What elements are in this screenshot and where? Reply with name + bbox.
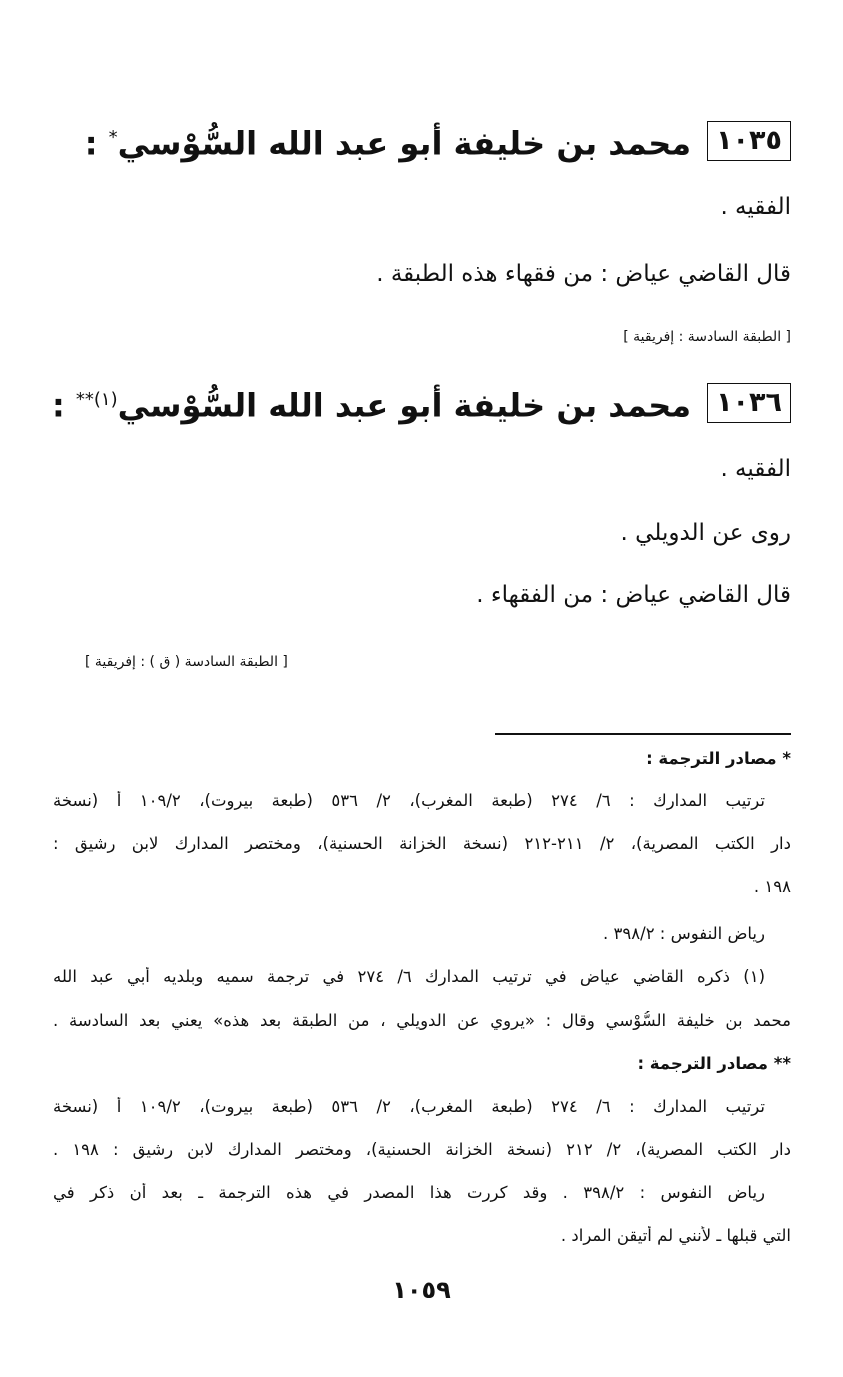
tabaqa-label: [ الطبقة السادسة : إفريقية ] <box>623 329 791 345</box>
footnote-line: التي قبلها ـ لأنني لم أتيقن المراد . <box>560 1226 791 1245</box>
heading-colon: : <box>84 124 98 163</box>
footnote-line: محمد بن خليفة السُّوْسي وقال : «يروي عن الدويلي ، من الطبقة بعد هذه» يعني بعد السادسة . <box>53 1011 791 1030</box>
entry-number: ١٠٣٦ <box>707 383 791 423</box>
entry-heading-1036 <box>52 378 791 428</box>
tabaqa-label: [ الطبقة السادسة ( ق ) : إفريقية ] <box>85 654 288 670</box>
entry-line: روى عن الدويلي . <box>620 520 791 546</box>
heading-colon: : <box>51 386 65 425</box>
entry-heading-1035 <box>85 116 791 166</box>
footnote-line: ترتيب المدارك : ٦/ ٢٧٤ (طبعة المغرب)، ٢/ ٥٣٦ (طبعة بيروت)، ١٠٩/٢ أ (نسخة <box>53 1097 765 1116</box>
footnote-line: ١٩٨ . <box>753 877 791 896</box>
source-marker: * <box>108 127 118 148</box>
entry-number: ١٠٣٥ <box>707 121 791 161</box>
page-number: ١٠٥٩ <box>392 1276 451 1304</box>
entry-name: محمد بن خليفة أبو عبد الله السُّوْسي <box>117 124 692 163</box>
entry-line: قال القاضي عياض : من فقهاء هذه الطبقة . <box>376 261 791 287</box>
footnote-separator <box>495 733 791 735</box>
footnote-line: (١) ذكره القاضي عياض في ترتيب المدارك ٦/ ٢٧٤ في ترجمة سميه وبلديه أبي عبد الله <box>53 967 765 986</box>
footnote-line: دار الكتب المصرية)، ٢/ ٢١٢ (نسخة الخزانة الحسنية)، ومختصر المدارك لابن رشيق : ١٩٨ . <box>53 1140 791 1159</box>
source-marker: ** <box>75 389 94 410</box>
entry-line: الفقيه . <box>720 456 791 482</box>
footnote-ref: (١) <box>93 389 118 410</box>
entry-line: قال القاضي عياض : من الفقهاء . <box>476 582 791 608</box>
entry-line: الفقيه . <box>720 194 791 220</box>
sources-heading: * مصادر الترجمة : <box>646 749 791 768</box>
sources-heading: ** مصادر الترجمة : <box>637 1054 791 1073</box>
footnote-line: رياض النفوس : ٣٩٨/٢ . وقد كررت هذا المصدر في هذه الترجمة ـ بعد أن ذكر في <box>53 1183 766 1202</box>
entry-title <box>85 116 691 166</box>
entry-title <box>52 378 691 428</box>
entry-name: محمد بن خليفة أبو عبد الله السُّوْسي <box>117 386 692 425</box>
footnote-line: دار الكتب المصرية)، ٢/ ٢١١-٢١٢ (نسخة الخزانة الحسنية)، ومختصر المدارك لابن رشيق : <box>53 834 791 853</box>
footnote-line: ترتيب المدارك : ٦/ ٢٧٤ (طبعة المغرب)، ٢/ ٥٣٦ (طبعة بيروت)، ١٠٩/٢ أ (نسخة <box>53 791 765 810</box>
footnote-line: رياض النفوس : ٣٩٨/٢ . <box>603 924 765 943</box>
